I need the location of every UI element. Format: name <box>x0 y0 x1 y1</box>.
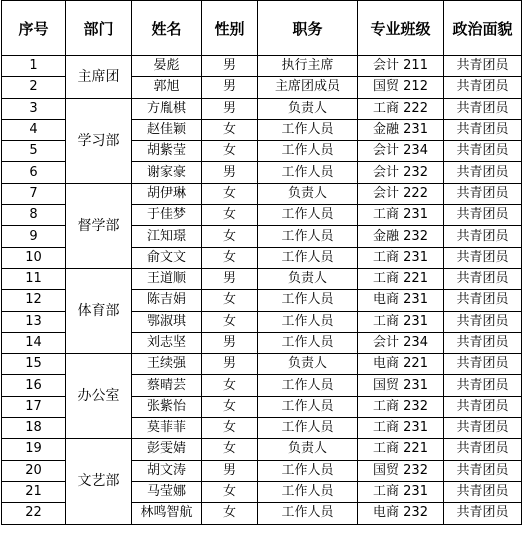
cell-political-status: 共青团员 <box>444 460 522 481</box>
cell-political-status: 共青团员 <box>444 141 522 162</box>
cell-name: 莫菲菲 <box>132 418 202 439</box>
cell-number: 12 <box>2 290 66 311</box>
cell-gender: 女 <box>202 247 258 268</box>
cell-political-status: 共青团员 <box>444 439 522 460</box>
table-row <box>2 268 522 289</box>
cell-gender: 女 <box>202 119 258 140</box>
cell-name: 张紫怡 <box>132 396 202 417</box>
cell-position: 工作人员 <box>258 205 358 226</box>
cell-gender: 男 <box>202 98 258 119</box>
cell-number: 2 <box>2 77 66 98</box>
cell-gender: 女 <box>202 439 258 460</box>
cell-political-status: 共青团员 <box>444 119 522 140</box>
cell-gender: 女 <box>202 226 258 247</box>
cell-department: 学习部 <box>66 98 132 183</box>
cell-position: 工作人员 <box>258 375 358 396</box>
cell-name: 马莹娜 <box>132 481 202 502</box>
cell-class: 工商 231 <box>358 311 444 332</box>
cell-name: 陈吉娟 <box>132 290 202 311</box>
cell-political-status: 共青团员 <box>444 354 522 375</box>
cell-class: 国贸 231 <box>358 375 444 396</box>
header-class: 专业班级 <box>358 1 444 56</box>
cell-name: 蔡晴芸 <box>132 375 202 396</box>
cell-gender: 男 <box>202 460 258 481</box>
cell-class: 工商 222 <box>358 98 444 119</box>
cell-name: 晏彪 <box>132 56 202 77</box>
cell-political-status: 共青团员 <box>444 226 522 247</box>
cell-number: 9 <box>2 226 66 247</box>
cell-class: 工商 232 <box>358 396 444 417</box>
cell-political-status: 共青团员 <box>444 290 522 311</box>
cell-position: 主席团成员 <box>258 77 358 98</box>
cell-position: 负责人 <box>258 183 358 204</box>
cell-position: 工作人员 <box>258 141 358 162</box>
cell-position: 执行主席 <box>258 56 358 77</box>
cell-position: 工作人员 <box>258 418 358 439</box>
cell-class: 工商 231 <box>358 481 444 502</box>
cell-gender: 女 <box>202 183 258 204</box>
cell-political-status: 共青团员 <box>444 56 522 77</box>
cell-political-status: 共青团员 <box>444 332 522 353</box>
cell-position: 工作人员 <box>258 247 358 268</box>
header-number: 序号 <box>2 1 66 56</box>
cell-number: 7 <box>2 183 66 204</box>
table-row <box>2 56 522 77</box>
cell-name: 胡伊琳 <box>132 183 202 204</box>
cell-position: 负责人 <box>258 268 358 289</box>
cell-gender: 男 <box>202 332 258 353</box>
cell-position: 工作人员 <box>258 481 358 502</box>
cell-class: 会计 211 <box>358 56 444 77</box>
cell-name: 彭雯婧 <box>132 439 202 460</box>
cell-political-status: 共青团员 <box>444 205 522 226</box>
cell-gender: 女 <box>202 418 258 439</box>
cell-number: 16 <box>2 375 66 396</box>
cell-name: 刘志坚 <box>132 332 202 353</box>
cell-political-status: 共青团员 <box>444 418 522 439</box>
cell-political-status: 共青团员 <box>444 396 522 417</box>
cell-name: 胡紫莹 <box>132 141 202 162</box>
table-row <box>2 183 522 204</box>
cell-political-status: 共青团员 <box>444 311 522 332</box>
cell-number: 4 <box>2 119 66 140</box>
cell-gender: 女 <box>202 141 258 162</box>
cell-position: 工作人员 <box>258 396 358 417</box>
cell-position: 工作人员 <box>258 311 358 332</box>
cell-department: 文艺部 <box>66 439 132 524</box>
cell-name: 赵佳颖 <box>132 119 202 140</box>
cell-gender: 女 <box>202 481 258 502</box>
header-gender: 性别 <box>202 1 258 56</box>
cell-gender: 女 <box>202 503 258 524</box>
cell-class: 电商 221 <box>358 354 444 375</box>
cell-class: 电商 231 <box>358 290 444 311</box>
cell-name: 方胤棋 <box>132 98 202 119</box>
cell-department: 体育部 <box>66 268 132 353</box>
cell-number: 1 <box>2 56 66 77</box>
cell-gender: 女 <box>202 205 258 226</box>
cell-political-status: 共青团员 <box>444 247 522 268</box>
cell-class: 国贸 232 <box>358 460 444 481</box>
cell-gender: 男 <box>202 77 258 98</box>
header-row <box>2 1 522 56</box>
cell-name: 谢家豪 <box>132 162 202 183</box>
cell-gender: 女 <box>202 375 258 396</box>
cell-number: 3 <box>2 98 66 119</box>
cell-number: 17 <box>2 396 66 417</box>
cell-class: 工商 221 <box>358 268 444 289</box>
cell-name: 胡文涛 <box>132 460 202 481</box>
cell-number: 18 <box>2 418 66 439</box>
cell-gender: 女 <box>202 311 258 332</box>
cell-class: 电商 232 <box>358 503 444 524</box>
cell-class: 金融 232 <box>358 226 444 247</box>
cell-gender: 男 <box>202 268 258 289</box>
cell-number: 6 <box>2 162 66 183</box>
cell-political-status: 共青团员 <box>444 98 522 119</box>
header-position: 职务 <box>258 1 358 56</box>
table-row <box>2 354 522 375</box>
cell-number: 8 <box>2 205 66 226</box>
cell-gender: 女 <box>202 396 258 417</box>
cell-position: 负责人 <box>258 98 358 119</box>
cell-class: 会计 222 <box>358 183 444 204</box>
cell-position: 工作人员 <box>258 226 358 247</box>
cell-class: 金融 231 <box>358 119 444 140</box>
cell-number: 10 <box>2 247 66 268</box>
cell-number: 15 <box>2 354 66 375</box>
table-row <box>2 98 522 119</box>
cell-name: 江知璟 <box>132 226 202 247</box>
cell-number: 20 <box>2 460 66 481</box>
cell-number: 21 <box>2 481 66 502</box>
cell-class: 工商 231 <box>358 247 444 268</box>
cell-position: 工作人员 <box>258 290 358 311</box>
table-row <box>2 439 522 460</box>
cell-class: 国贸 212 <box>358 77 444 98</box>
cell-class: 工商 221 <box>358 439 444 460</box>
cell-position: 工作人员 <box>258 332 358 353</box>
cell-class: 会计 234 <box>358 141 444 162</box>
cell-class: 会计 234 <box>358 332 444 353</box>
cell-department: 督学部 <box>66 183 132 268</box>
roster-table <box>1 0 522 525</box>
cell-name: 郭旭 <box>132 77 202 98</box>
cell-number: 13 <box>2 311 66 332</box>
cell-number: 22 <box>2 503 66 524</box>
cell-position: 工作人员 <box>258 460 358 481</box>
cell-class: 工商 231 <box>358 418 444 439</box>
cell-name: 王道顺 <box>132 268 202 289</box>
cell-position: 工作人员 <box>258 162 358 183</box>
cell-political-status: 共青团员 <box>444 162 522 183</box>
cell-number: 14 <box>2 332 66 353</box>
cell-class: 工商 231 <box>358 205 444 226</box>
cell-name: 于佳梦 <box>132 205 202 226</box>
cell-political-status: 共青团员 <box>444 375 522 396</box>
table-body <box>2 56 522 525</box>
cell-name: 王续强 <box>132 354 202 375</box>
cell-number: 19 <box>2 439 66 460</box>
cell-gender: 男 <box>202 354 258 375</box>
cell-position: 工作人员 <box>258 119 358 140</box>
cell-political-status: 共青团员 <box>444 77 522 98</box>
cell-number: 11 <box>2 268 66 289</box>
cell-political-status: 共青团员 <box>444 481 522 502</box>
cell-position: 负责人 <box>258 354 358 375</box>
cell-department: 办公室 <box>66 354 132 439</box>
cell-class: 会计 232 <box>358 162 444 183</box>
cell-gender: 男 <box>202 56 258 77</box>
cell-gender: 女 <box>202 290 258 311</box>
cell-political-status: 共青团员 <box>444 183 522 204</box>
header-political-status: 政治面貌 <box>444 1 522 56</box>
header-name: 姓名 <box>132 1 202 56</box>
cell-gender: 男 <box>202 162 258 183</box>
cell-name: 俞文文 <box>132 247 202 268</box>
cell-political-status: 共青团员 <box>444 503 522 524</box>
cell-number: 5 <box>2 141 66 162</box>
cell-position: 工作人员 <box>258 503 358 524</box>
cell-position: 负责人 <box>258 439 358 460</box>
cell-name: 林鸣智航 <box>132 503 202 524</box>
cell-name: 鄂淑琪 <box>132 311 202 332</box>
cell-department: 主席团 <box>66 56 132 99</box>
cell-political-status: 共青团员 <box>444 268 522 289</box>
header-department: 部门 <box>66 1 132 56</box>
